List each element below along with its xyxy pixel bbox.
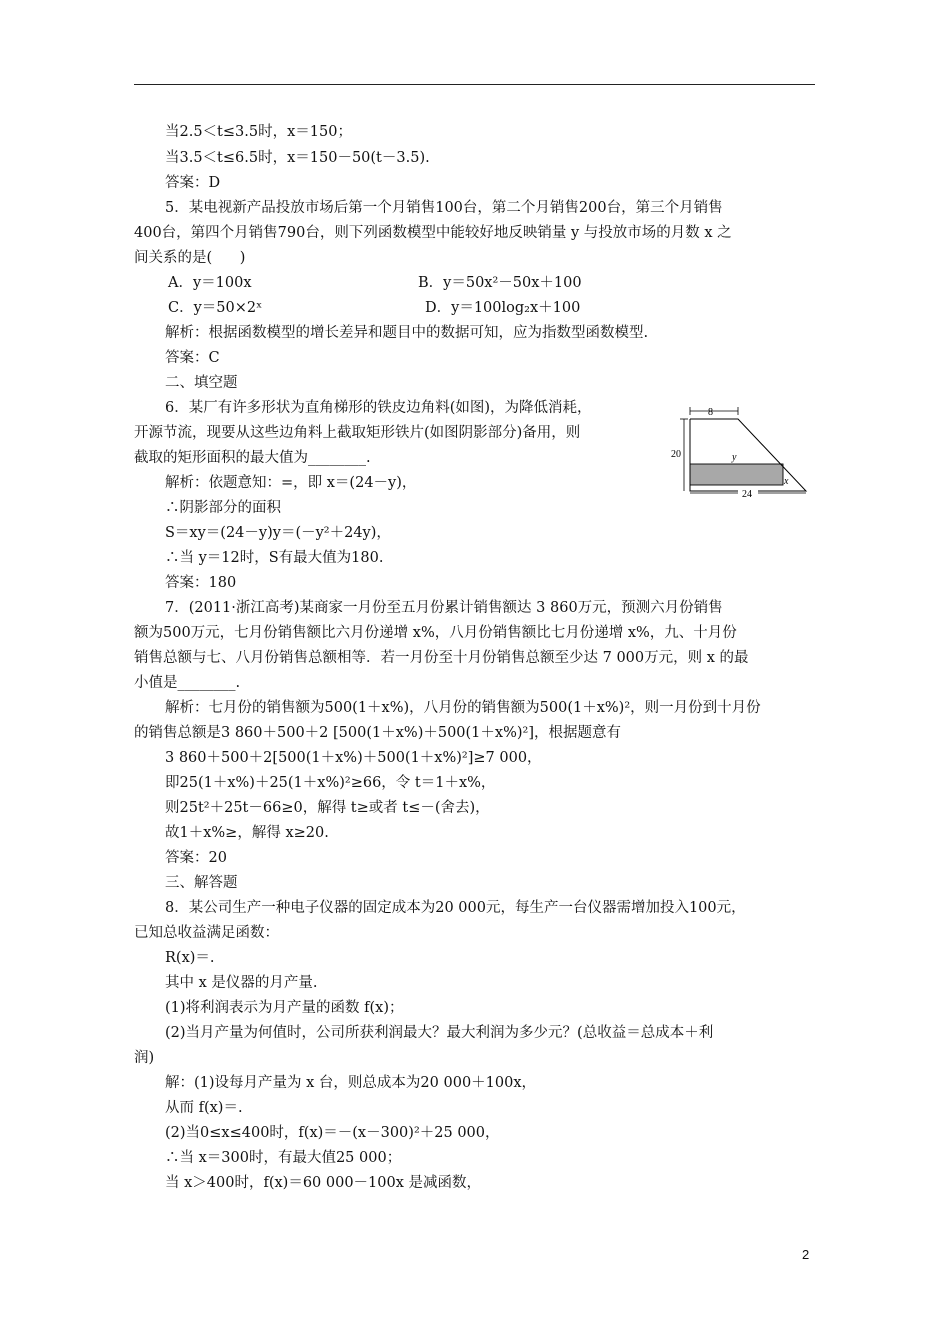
text-line: 答案：D [165,175,221,191]
header-rule [134,84,815,85]
text-line: 截取的矩形面积的最大值为________. [134,450,371,466]
question-7: 7．(2011·浙江高考)某商家一月份至五月份累计销售额达 3 860万元，预测六月份销售 [165,600,723,616]
option-b: B．y＝50x²－50x＋100 [418,275,582,291]
text-line: (2)当0≤x≤400时，f(x)＝－(x－300)²＋25 000， [165,1125,500,1141]
text-line: 3 860＋500＋2[500(1＋x%)＋500(1＋x%)²]≥7 000， [165,750,542,766]
text-line: S＝xy＝(24－y)y＝(－y²＋24y)， [165,525,391,541]
text-line: (1)将利润表示为月产量的函数 f(x)； [165,1000,404,1016]
question-8: 8．某公司生产一种电子仪器的固定成本为20 000元，每生产一台仪器需增加投入100元， [165,900,746,916]
text-line: 的销售总额是3 860＋500＋2 [500(1＋x%)＋500(1＋x%)²]，根据题意有 [134,725,621,741]
text-line: 答案：C [165,350,220,366]
option-d: D．y＝100log₂x＋100 [425,300,581,316]
label-bottom: 24 [742,489,752,498]
text-line: 间关系的是( ) [134,250,246,266]
text-line: 已知总收益满足函数： [134,925,279,941]
question-5: 5．某电视新产品投放市场后第一个月销售100台，第二个月销售200台，第三个月销售 [165,200,723,216]
text-line: 其中 x 是仪器的月产量. [165,975,318,991]
text-line: 则25t²＋25t－66≥0，解得 t≥或者 t≤－(舍去)， [165,800,490,816]
label-x: x [784,476,789,487]
text-line: 400台，第四个月销售790台，则下列函数模型中能较好地反映销量 y 与投放市场的月数 x 之 [134,225,732,241]
option-c: C．y＝50×2ˣ [168,300,263,316]
trapezoid-figure [668,400,814,498]
text-line: 从而 f(x)＝. [165,1100,243,1116]
text-line: ∴阴影部分的面积 [165,500,281,516]
text-line: ∴当 x＝300时，有最大值25 000； [165,1150,402,1166]
label-y: y [732,452,737,463]
label-left: 20 [671,449,681,460]
text-line: 解：(1)设每月产量为 x 台，则总成本为20 000＋100x， [165,1075,537,1091]
text-line: 解析：根据函数模型的增长差异和题目中的数据可知，应为指数型函数模型. [165,325,649,341]
text-line: 润) [134,1050,155,1066]
text-line: 当2.5＜t≤3.5时，x＝150； [165,124,352,140]
text-line: 答案：180 [165,575,237,591]
text-line: 解析：依题意知：=，即 x＝(24－y)， [165,475,417,491]
option-a: A．y＝100x [168,275,252,291]
text-line: 销售总额与七、八月份销售总额相等．若一月份至十月份销售总额至少达 7 000万元，则 x 的最 [134,650,749,666]
text-line: 即25(1＋x%)＋25(1＋x%)²≥66，令 t＝1＋x%， [165,775,496,791]
text-line: 答案：20 [165,850,227,866]
text-line: 当3.5＜t≤6.5时，x＝150－50(t－3.5). [165,150,430,166]
text-line: ∴当 y＝12时，S有最大值为180. [165,550,384,566]
text-line: 小值是________. [134,675,241,691]
text-line: 额为500万元，七月份销售额比六月份递增 x%，八月份销售额比七月份递增 x%，九、十月份 [134,625,737,641]
text-line: 解析：七月份的销售额为500(1＋x%)，八月份的销售额为500(1＋x%)²，则一月份到十月份 [165,700,761,716]
shaded-rectangle [690,464,783,485]
text-line: (2)当月产量为何值时，公司所获利润最大？最大利润为多少元？(总收益＝总成本＋利 [165,1025,714,1041]
text-line: 当 x＞400时，f(x)＝60 000－100x 是减函数， [165,1175,482,1191]
label-top: 8 [708,407,713,418]
section-heading: 三、解答题 [165,875,238,891]
text-line: 故1＋x%≥，解得 x≥20. [165,825,329,841]
text-line: 开源节流，现要从这些边角料上截取矩形铁片(如图阴影部分)备用，则 [134,425,581,441]
text-line: R(x)＝. [165,950,215,966]
page-number: 2 [802,1247,810,1262]
question-6: 6．某厂有许多形状为直角梯形的铁皮边角料(如图)，为降低消耗， [165,400,592,416]
section-heading: 二、填空题 [165,375,238,391]
